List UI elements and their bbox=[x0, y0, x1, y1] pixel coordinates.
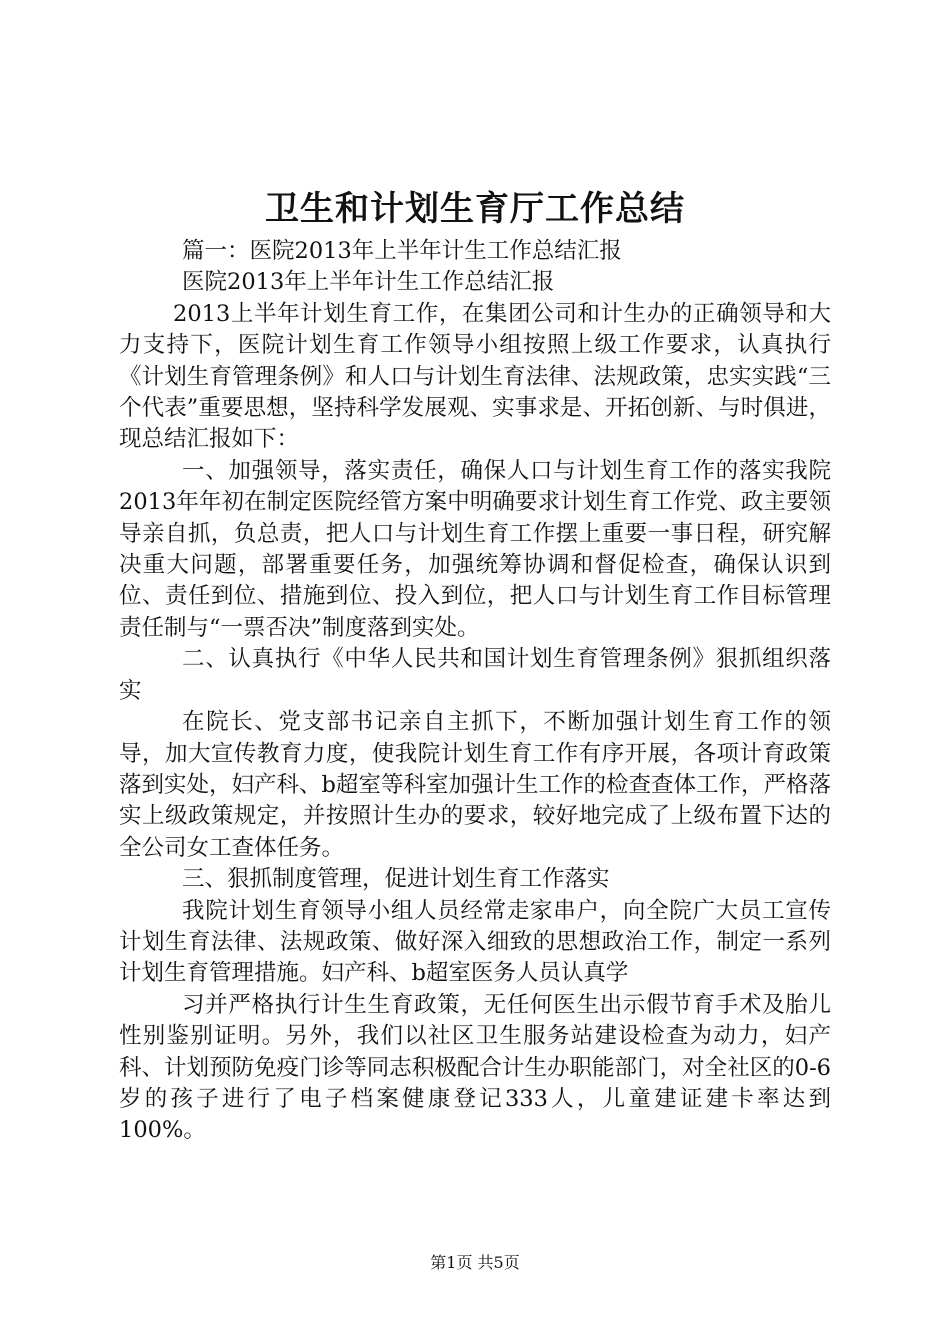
paragraph-regulation-heading: 二、认真执行《中华人民共和国计划生育管理条例》狠抓组织落实 bbox=[119, 646, 831, 704]
section-heading: 篇一：医院2013年上半年计生工作总结汇报 bbox=[182, 238, 622, 264]
paragraph-policy-results: 习并严格执行计生生育政策，无任何医生出示假节育手术及胎儿性别鉴别证明。另外，我们以社区卫生服务站建设检查为动力，妇产科、计划预防免疫门诊等同志积极配合计生办职能部门，对全社区的0-6岁的孩子进行了电子档案健康登记333人，儿童建证建卡率达到100%。 bbox=[119, 991, 831, 1144]
document-body bbox=[119, 236, 831, 1147]
paragraph-organization: 在院长、党支部书记亲自主抓下，不断加强计划生育工作的领导，加大宣传教育力度，使我院计划生育工作有序开展，各项计育政策落到实处，妇产科、b超室等科室加强计生工作的检查查体工作，严格落实上级政策规定，并按照计生办的要求，较好地完成了上级布置下达的全公司女工查体任务。 bbox=[119, 709, 831, 861]
paragraph-leadership: 一、加强领导，落实责任，确保人口与计划生育工作的落实我院2013年年初在制定医院经管方案中明确要求计划生育工作党、政主要领导亲自抓，负总责，把人口与计划生育工作摆上重要一事日程，研究解决重大问题，部署重要任务，加强统筹协调和督促检查，确保认识到位、责任到位、措施到位、投入到位，把人口与计划生育工作目标管理责任制与“一票否决”制度落到实处。 bbox=[119, 457, 831, 641]
document-title: 卫生和计划生育厅工作总结 bbox=[265, 189, 685, 229]
paragraph-publicity: 我院计划生育领导小组人员经常走家串户，向全院广大员工宣传计划生育法律、法规政策、做好深入细致的思想政治工作，制定一系列计划生育管理措施。妇产科、b超室医务人员认真学 bbox=[119, 897, 831, 987]
intro-paragraph: 2013上半年计划生育工作，在集团公司和计生办的正确领导和大力支持下，医院计划生育工作领导小组按照上级工作要求，认真执行《计划生育管理条例》和人口与计划生育法律、法规政策，忠实实践“三个代表”重要思想，坚持科学发展观、实事求是、开拓创新、与时俱进，现总结汇报如下： bbox=[119, 300, 831, 453]
paragraph-system-heading: 三、狠抓制度管理，促进计划生育工作落实 bbox=[182, 866, 610, 893]
page-footer: 第1页 共5页 bbox=[430, 1253, 520, 1272]
report-subtitle: 医院2013年上半年计生工作总结汇报 bbox=[182, 269, 555, 296]
